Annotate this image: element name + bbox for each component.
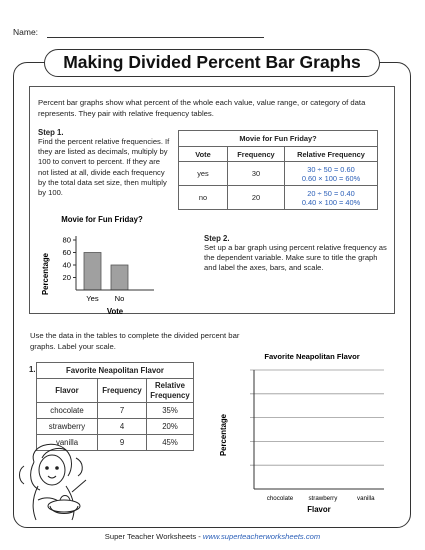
step2-block (204, 234, 388, 274)
table-row (179, 186, 378, 210)
y-tick-label: 60 (62, 248, 71, 258)
step1-heading: Step 1. (38, 128, 64, 137)
flavor-col-flavor: Flavor (37, 379, 98, 403)
flavor-chart-xlabel: Flavor (307, 505, 331, 514)
bar-yes (84, 253, 101, 291)
step2-heading: Step 2. (204, 234, 230, 243)
movie-frequency-cell: 20 (228, 186, 285, 210)
y-tick-label: 20 (62, 273, 71, 283)
x-tick-label: No (114, 294, 125, 303)
movie-frequency-cell: 30 (228, 162, 285, 186)
page-title: Making Divided Percent Bar Graphs (44, 49, 380, 77)
x-tick-label: chocolate (266, 495, 294, 502)
flavor-cell: vanilla (37, 435, 98, 451)
movie-table-title: Movie for Fun Friday? (179, 131, 378, 147)
table-row (37, 419, 194, 435)
practice-instructions: Use the data in the tables to complete the divided percent bar graphs. Label your scale. (30, 331, 240, 351)
bar-no (111, 265, 128, 290)
flavor-chart-title: Favorite Neapolitan Flavor (264, 352, 360, 361)
step1-text: Find the percent relative frequencies. If they are listed as decimals, multiply by 100 to convert to percent. If they are not listed at all, divide each frequency by the total data set size, then multiply by 100. (38, 137, 170, 198)
relfreq-cell: 20% (147, 419, 194, 435)
flavor-col-relfreq: Relative Frequency (147, 379, 194, 403)
frequency-cell: 4 (98, 419, 147, 435)
flavor-cell: chocolate (37, 403, 98, 419)
movie-table (178, 130, 378, 210)
relfreq-cell: 35% (147, 403, 194, 419)
frequency-cell: 7 (98, 403, 147, 419)
movie-col-vote: Vote (179, 147, 228, 162)
movie-chart-ylabel: Percentage (41, 252, 50, 296)
problem-number: 1. (29, 365, 36, 374)
movie-col-relfreq: Relative Frequency (285, 147, 378, 162)
movie-chart-xlabel: Vote (106, 307, 124, 316)
footer (0, 532, 425, 541)
movie-vote-cell: yes (179, 162, 228, 186)
flavor-table (36, 362, 194, 451)
calc-line: 30 ÷ 50 = 0.60 (307, 164, 355, 174)
name-label: Name: (13, 27, 39, 37)
footer-link[interactable]: www.superteacherworksheets.com (202, 532, 321, 541)
step1-block (38, 128, 170, 198)
movie-relfreq-cell (285, 162, 378, 186)
table-row (179, 162, 378, 186)
x-tick-label: Yes (86, 294, 99, 303)
movie-chart (36, 210, 172, 320)
flavor-chart-ylabel: Percentage (219, 413, 228, 457)
flavor-cell: strawberry (37, 419, 98, 435)
calc-line: 0.60 × 100 = 60% (301, 173, 361, 183)
step2-text: Set up a bar graph using percent relative frequency as the dependent variable. Make sure to title the graph and label the axes, bars, and scale. (204, 243, 387, 273)
x-tick-label: vanilla (357, 495, 375, 502)
name-line[interactable] (47, 37, 264, 38)
relfreq-cell: 45% (147, 435, 194, 451)
flavor-chart (214, 348, 384, 518)
calc-line: 20 ÷ 50 = 0.40 (307, 188, 355, 198)
frequency-cell: 9 (98, 435, 147, 451)
movie-chart-title: Movie for Fun Friday? (61, 215, 143, 224)
movie-vote-cell: no (179, 186, 228, 210)
calc-line: 0.40 × 100 = 40% (301, 197, 361, 207)
intro-text: Percent bar graphs show what percent of the whole each value, value range, or category of data represents. They pair with relative frequency tables. (38, 98, 366, 118)
movie-relfreq-cell (285, 186, 378, 210)
y-tick-label: 80 (62, 235, 71, 245)
flavor-col-frequency: Frequency (98, 379, 147, 403)
y-tick-label: 40 (62, 260, 71, 270)
flavor-table-title: Favorite Neapolitan Flavor (37, 363, 194, 379)
girl-eating-illustration (14, 440, 106, 526)
movie-col-frequency: Frequency (228, 147, 285, 162)
table-row (37, 403, 194, 419)
footer-text: Super Teacher Worksheets - (104, 532, 203, 541)
x-tick-label: strawberry (308, 495, 338, 502)
